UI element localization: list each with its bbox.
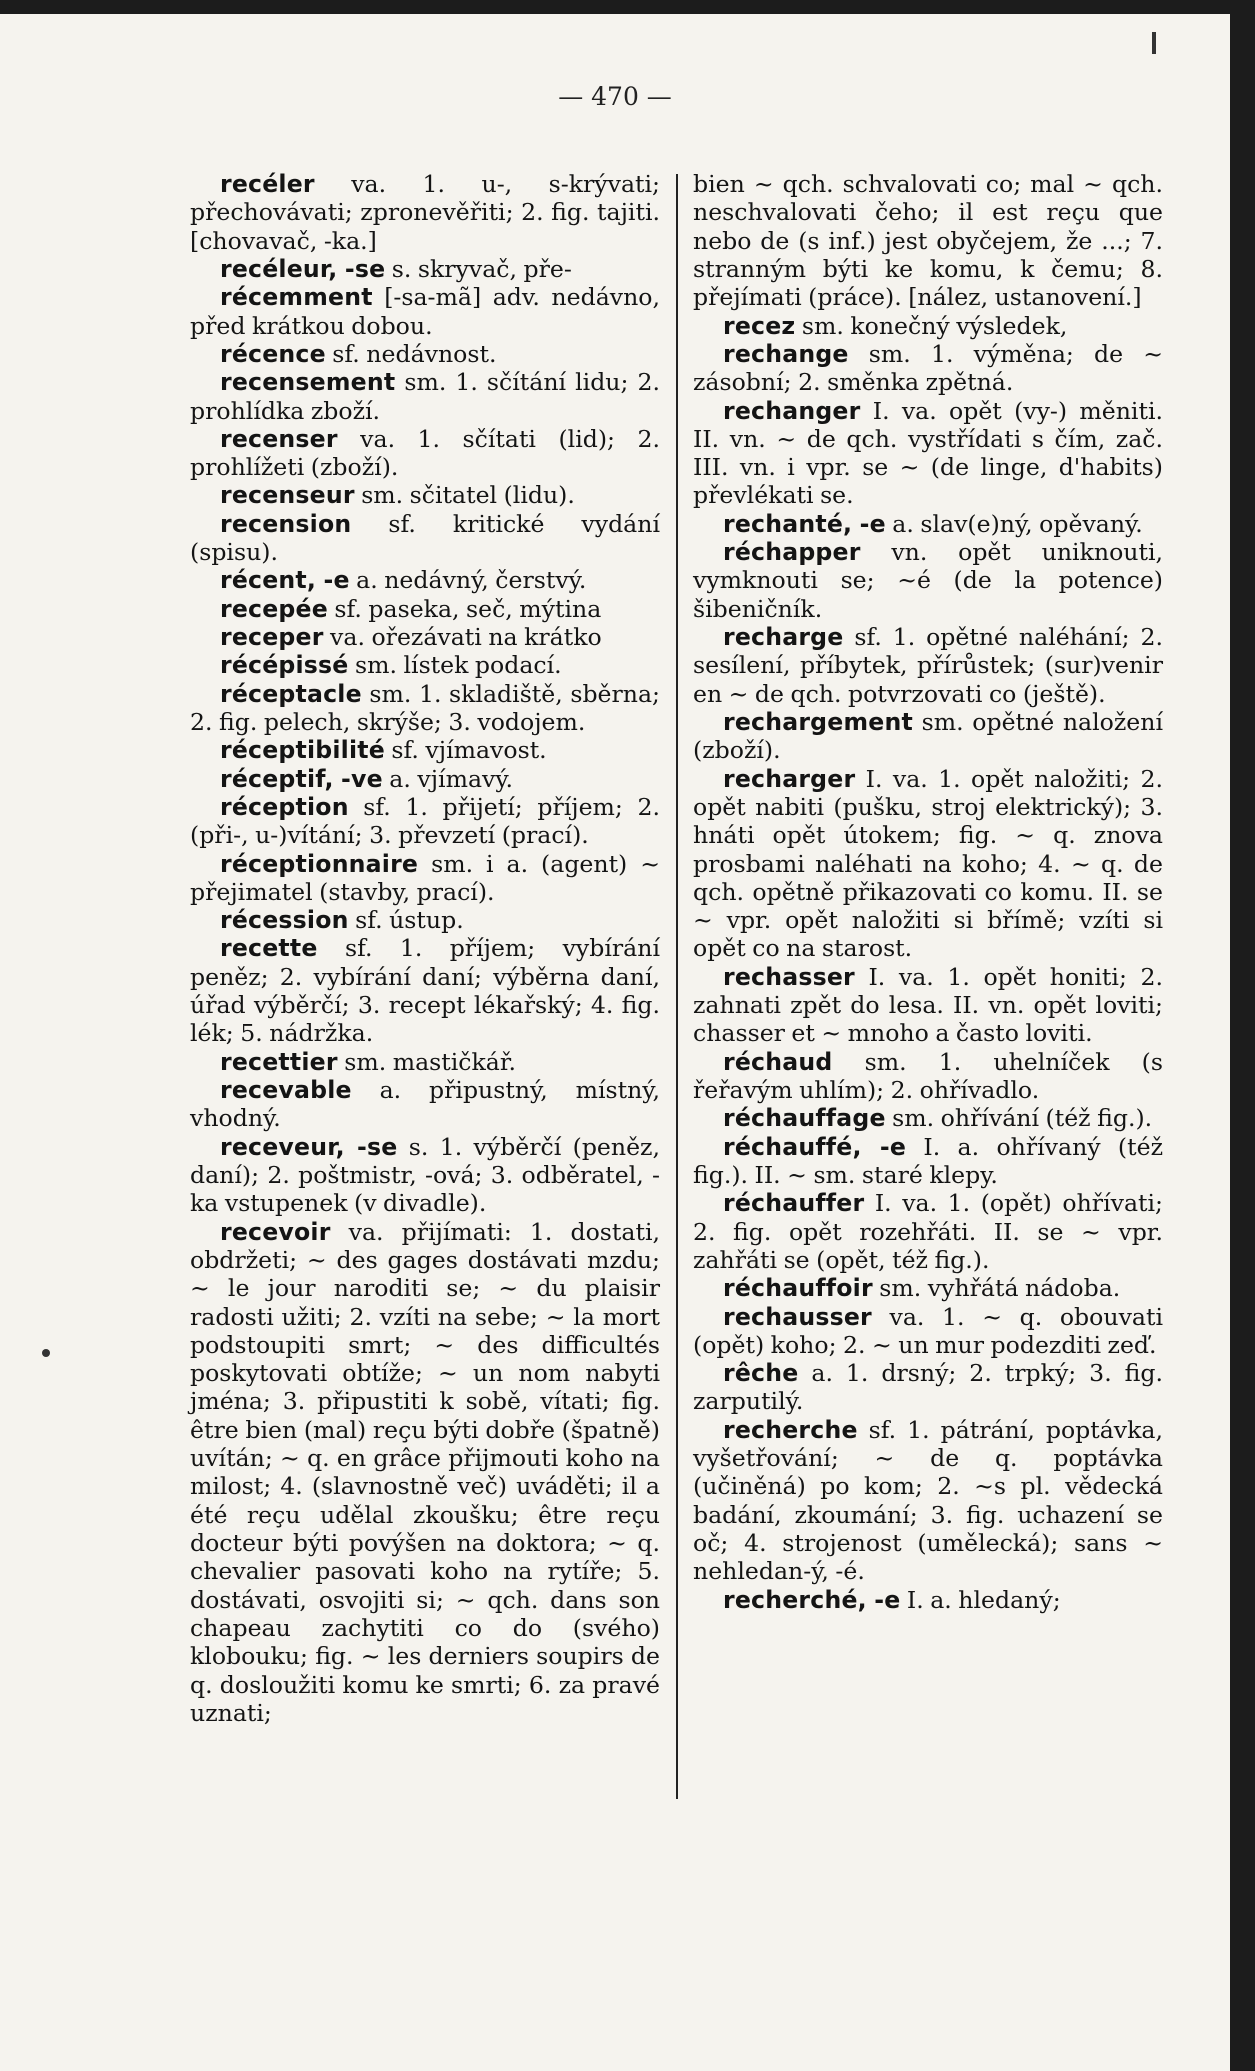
entry-headword: récent, -e	[220, 566, 350, 595]
entry-headword: rechanger	[723, 396, 861, 425]
entry-definition: sm. ohřívání (též fig.).	[885, 1104, 1153, 1133]
entry-headword: recette	[220, 934, 318, 963]
dictionary-entry	[190, 170, 660, 255]
entry-definition: a. vjímavý.	[382, 764, 514, 793]
dictionary-entry	[693, 510, 1163, 538]
dictionary-entry	[693, 963, 1163, 1048]
right-column	[693, 170, 1163, 1614]
entry-headword: réchauffage	[723, 1104, 886, 1133]
entry-definition: sm. i a. (agent) ~ přejimatel (stavby, prací).	[190, 849, 660, 906]
dictionary-entry	[190, 510, 660, 567]
dictionary-entry	[190, 1076, 660, 1133]
entry-headword: réchauffé, -e	[723, 1132, 907, 1161]
dictionary-entry	[190, 283, 660, 340]
entry-definition: I. va. 1. (opět) ohřívati; 2. fig. opět rozehřáti. II. se ~ vpr. zahřáti se (opět, též fig.).	[693, 1189, 1163, 1274]
entry-definition: sf. 1. opětné naléhání; 2. sesílení, příbytek, přírůstek; (sur)venir en ~ de qch. potvrzovati co (ještě).	[693, 623, 1163, 708]
dictionary-entry	[693, 170, 1163, 312]
dictionary-entry	[190, 1048, 660, 1076]
entry-definition: va. 1. sčítati (lid); 2. prohlížeti (zboží).	[190, 424, 660, 482]
entry-definition: sf. paseka, seč, mýtina	[327, 594, 602, 623]
entry-definition: vn. opět uniknouti, vymknouti se; ~é (de la potence) šibeničník.	[693, 538, 1163, 623]
entry-headword: réchauffer	[723, 1189, 865, 1218]
entry-definition: sf. 1. příjem; vybírání peněz; 2. vybírání daní; výběrna daní, úřad výběrčí; 3. recept lékařský; 4. fig. lék; 5. nádržka.	[190, 934, 660, 1048]
entry-definition: sm. opětné naložení (zboží).	[693, 707, 1163, 765]
entry-headword: recenseur	[220, 481, 355, 510]
entry-definition: a. slav(e)ný, opěvaný.	[885, 509, 1143, 538]
entry-headword: rechanté, -e	[723, 509, 886, 538]
entry-definition: bien ~ qch. schvalovati co; mal ~ qch. neschvalovati čeho; il est reçu que nebo de (s inf.) jest obyčejem, že ...; 7. stranným býti ke komu, k čemu; 8. přejímati (práce). [nález, ustanovení.]	[693, 170, 1163, 312]
entry-definition: s. skryvač, pře-	[385, 254, 572, 283]
entry-headword: recharger	[723, 764, 856, 793]
entry-headword: recenser	[220, 424, 338, 453]
dictionary-entry	[190, 651, 660, 679]
dictionary-entry	[190, 1218, 660, 1728]
entry-definition: I. a. ohřívaný (též fig.). II. ~ sm. staré klepy.	[693, 1132, 1163, 1189]
entry-definition: [-sa-mã] adv. nedávno, před krátkou dobou.	[190, 283, 660, 340]
entry-definition: sm. 1. skladiště, sběrna; 2. fig. pelech, skrýše; 3. vodojem.	[190, 679, 660, 736]
dictionary-entry	[190, 425, 660, 482]
dictionary-entry	[190, 566, 660, 594]
column-divider	[676, 174, 678, 1799]
entry-definition: I. va. 1. opět honiti; 2. zahnati zpět do lesa. II. vn. opět loviti; chasser et ~ mnoho a často loviti.	[693, 962, 1163, 1048]
entry-headword: recherché, -e	[723, 1585, 901, 1614]
dictionary-entry	[190, 736, 660, 764]
dictionary-entry	[693, 1586, 1163, 1614]
entry-headword: rechausser	[723, 1302, 872, 1331]
dictionary-entry	[190, 481, 660, 509]
entry-headword: réchaud	[723, 1047, 833, 1076]
margin-dot	[42, 1349, 50, 1357]
entry-headword: réception	[220, 792, 349, 821]
entry-definition: I. va. 1. opět naložiti; 2. opět nabiti (pušku, stroj elektrický); 3. hnáti opět útokem; fig. ~ q. znova prosbami naléhati na koho; 4. ~ q. de qch. opětně přikazovati co komu. II. se ~ vpr. opět naložiti si břímě; vzíti si opět co na starost.	[693, 764, 1163, 963]
entry-headword: recension	[220, 509, 352, 538]
dictionary-entry	[190, 623, 660, 651]
entry-headword: recez	[723, 311, 796, 340]
dictionary-page	[0, 14, 1230, 2071]
entry-headword: recepée	[220, 594, 328, 623]
entry-headword: réceptionnaire	[220, 849, 419, 878]
entry-headword: rêche	[723, 1359, 799, 1388]
entry-headword: recharge	[723, 623, 844, 651]
dictionary-entry	[693, 765, 1163, 963]
entry-definition: sm. vyhřátá nádoba.	[872, 1274, 1121, 1303]
entry-headword: recéler	[220, 170, 315, 198]
dictionary-entry	[693, 397, 1163, 510]
entry-headword: réceptacle	[220, 679, 362, 708]
entry-definition: sm. 1. výměna; de ~ zásobní; 2. směnka zpětná.	[693, 339, 1163, 397]
entry-headword: récépissé	[220, 651, 349, 680]
entry-definition: sf. ústup.	[348, 906, 464, 935]
dictionary-entry	[693, 708, 1163, 765]
entry-headword: réceptif, -ve	[220, 764, 383, 793]
entry-definition: sf. 1. přijetí; příjem; 2. (při-, u-)vítání; 3. převzetí (prací).	[190, 792, 660, 850]
entry-definition: sf. kritické vydání (spisu).	[190, 509, 660, 567]
entry-definition: sf. 1. pátrání, poptávka, vyšetřování; ~ de q. poptávka (učiněná) po kom; 2. ~s pl. vědecká badání, zkoumání; 3. fig. uchazení se oč; 4. strojenost (umělecká); sans ~ nehledan-ý, -é.	[693, 1415, 1163, 1586]
entry-headword: recevoir	[220, 1217, 331, 1246]
dictionary-entry	[693, 312, 1163, 340]
dictionary-entry	[190, 595, 660, 623]
entry-headword: recéleur, -se	[220, 254, 386, 283]
entry-definition: sm. 1. uhelníček (s řeřavým uhlím); 2. ohřívadlo.	[693, 1047, 1163, 1104]
entry-headword: receper	[220, 623, 324, 651]
dictionary-entry	[190, 368, 660, 425]
entry-headword: récession	[220, 906, 349, 935]
entry-definition: s. 1. výběrčí (peněz, daní); 2. poštmistr, -ová; 3. odběratel, -ka vstupenek (v divadle).	[190, 1132, 660, 1218]
entry-definition: sm. lístek podací.	[348, 651, 562, 680]
dictionary-entry	[190, 906, 660, 934]
entry-definition: sm. mastičkář.	[337, 1047, 517, 1076]
dictionary-entry	[693, 1416, 1163, 1586]
entry-headword: réchauffoir	[723, 1274, 873, 1303]
entry-definition: a. 1. drsný; 2. trpký; 3. fig. zarputilý.	[693, 1359, 1163, 1416]
dictionary-entry	[693, 1303, 1163, 1360]
entry-definition: sm. konečný výsledek,	[795, 311, 1068, 340]
entry-headword: réceptibilité	[220, 736, 385, 765]
entry-definition: sf. nedávnost.	[325, 339, 497, 368]
dictionary-entry	[693, 340, 1163, 397]
entry-headword: récence	[220, 339, 326, 368]
dictionary-entry	[190, 340, 660, 368]
entry-definition: va. ořezávati na krátko	[323, 623, 602, 651]
entry-headword: recevable	[220, 1076, 352, 1104]
dictionary-entry	[693, 1048, 1163, 1105]
entry-definition: sf. vjímavost.	[384, 736, 547, 765]
entry-definition: sm. 1. sčítání lidu; 2. prohlídka zboží.	[190, 368, 660, 425]
dictionary-entry	[190, 793, 660, 850]
entry-definition: a. připustný, místný, vhodný.	[190, 1076, 660, 1133]
dictionary-entry	[693, 1189, 1163, 1274]
entry-definition: I. a. hledaný;	[900, 1585, 1061, 1614]
entry-definition: va. 1. ~ q. obouvati (opět) koho; 2. ~ un mur podezditi zeď.	[693, 1302, 1163, 1359]
dictionary-entry	[190, 255, 660, 283]
entry-headword: rechargement	[723, 707, 913, 736]
entry-definition: a. nedávný, čerstvý.	[349, 566, 587, 595]
entry-headword: réchapper	[723, 538, 861, 567]
dictionary-entry	[693, 1133, 1163, 1190]
dictionary-entry	[190, 680, 660, 737]
dictionary-entry	[190, 850, 660, 907]
dictionary-entry	[190, 1133, 660, 1218]
entry-headword: récemment	[220, 283, 373, 312]
dictionary-entry	[693, 1359, 1163, 1416]
left-column	[190, 170, 660, 1727]
dictionary-entry	[693, 1104, 1163, 1132]
entry-headword: recettier	[220, 1047, 338, 1076]
dictionary-entry	[693, 538, 1163, 623]
page-number: — 470 —	[558, 82, 672, 111]
entry-headword: receveur, -se	[220, 1132, 398, 1161]
dictionary-entry	[693, 623, 1163, 708]
entry-headword: recensement	[220, 368, 396, 397]
dictionary-entry	[190, 765, 660, 793]
entry-definition: sm. sčitatel (lidu).	[354, 481, 575, 510]
entry-definition: va. přijímati: 1. dostati, obdržeti; ~ des gages dostávati mzdu; ~ le jour naroditi se; ~ du plaisir radosti užiti; 2. vzíti na sebe; ~ la mort podstoupiti smrt; ~ des difficultés poskytovati obtíže; ~ un nom nabyti jména; 3. připustiti k sobě, vítati; fig. être bien (mal) reçu býti dobře (špatně) uvítán; ~ q. en grâce přijmouti koho na milost; 4. (slavnostně več) uváděti; il a été reçu udělal zkoušku; être reçu docteur býti povýšen na doktora; ~ q. chevalier pasovati koho na rytíře; 5. dostávati, osvojiti si; ~ qch. dans son chapeau zachytiti co do (svého) klobouku; fig. ~ les derniers soupirs de q. dosloužiti komu ke smrti; 6. za pravé uznati;	[190, 1217, 660, 1727]
entry-definition: I. va. opět (vy-) měniti. II. vn. ~ de qch. vystřídati s čím, zač. III. vn. i vpr. se ~ (de linge, d'habits) převlékati se.	[693, 396, 1163, 510]
entry-headword: rechange	[723, 339, 849, 368]
entry-headword: recherche	[723, 1415, 858, 1444]
entry-definition: va. 1. u-, s-krývati; přechovávati; zpronevěřiti; 2. fig. tajiti. [chovavač, -ka.]	[190, 170, 660, 255]
dictionary-entry	[693, 1274, 1163, 1302]
dictionary-entry	[190, 934, 660, 1047]
entry-headword: rechasser	[723, 962, 855, 991]
corner-mark	[1152, 32, 1156, 54]
